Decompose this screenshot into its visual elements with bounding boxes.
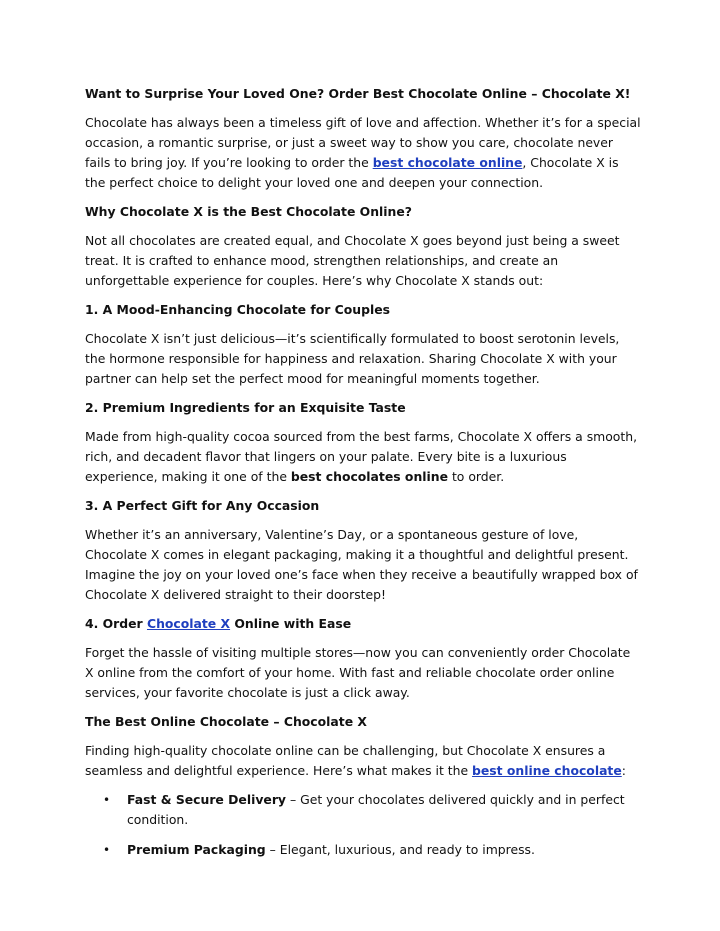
best-online-text-before: Finding high-quality chocolate online can be challenging, but Chocolate X ensures a seamless and delightful experience. Here’s what makes it the xyxy=(85,743,606,778)
best-chocolate-online-link[interactable]: best chocolate online xyxy=(372,155,523,170)
section-1-heading: 1. A Mood-Enhancing Chocolate for Couples xyxy=(85,302,390,317)
list-item-bold: Premium Packaging xyxy=(127,842,266,857)
bullet-icon: • xyxy=(103,843,111,857)
best-online-chocolate-link[interactable]: best online chocolate xyxy=(472,763,622,778)
why-heading: Why Chocolate X is the Best Chocolate Online? xyxy=(85,204,412,219)
document-body xyxy=(85,84,641,870)
best-online-paragraph xyxy=(85,741,641,781)
section-2-heading: 2. Premium Ingredients for an Exquisite Taste xyxy=(85,400,406,415)
section-2-text-after: to order. xyxy=(448,469,505,484)
section-1-paragraph: Chocolate X isn’t just delicious—it’s scientifically formulated to boost serotonin levels, the hormone responsible for happiness and relaxation. Sharing Chocolate X with your partner can help set the perfect mood for meaningful moments together. xyxy=(85,331,620,386)
section-4-heading-before: 4. Order xyxy=(85,616,147,631)
section-4-paragraph: Forget the hassle of visiting multiple stores—now you can conveniently order Chocolate X online from the comfort of your home. With fast and reliable chocolate order online services, your favorite chocolate is just a click away. xyxy=(85,645,631,700)
intro-text-before: Chocolate has always been a timeless gift of love and affection. Whether it’s for a special occasion, a romantic surprise, or just a sweet way to show you care, chocolate never fails to bring joy. If you’re looking to order the xyxy=(85,115,641,170)
section-4-heading-after: Online with Ease xyxy=(230,616,352,631)
feature-list xyxy=(85,790,641,860)
best-online-heading: The Best Online Chocolate – Chocolate X xyxy=(85,714,367,729)
list-item-bold: Fast & Secure Delivery xyxy=(127,792,287,807)
section-2-text-before: Made from high-quality cocoa sourced from the best farms, Chocolate X offers a smooth, rich, and decadent flavor that lingers on your palate. Every bite is a luxurious experience, making it one of the xyxy=(85,429,638,484)
list-item xyxy=(85,790,641,830)
section-3-heading: 3. A Perfect Gift for Any Occasion xyxy=(85,498,320,513)
why-paragraph: Not all chocolates are created equal, and Chocolate X goes beyond just being a sweet treat. It is crafted to enhance mood, strengthen relationships, and create an unforgettable experience for couples. Here’s why Chocolate X stands out: xyxy=(85,233,620,288)
section-3-paragraph: Whether it’s an anniversary, Valentine’s Day, or a spontaneous gesture of love, Chocolate X comes in elegant packaging, making it a thoughtful and delightful present. Imagine the joy on your loved one’s face when they receive a beautifully wrapped box of Chocolate X delivered straight to their doorstep! xyxy=(85,527,638,602)
page-title: Want to Surprise Your Loved One? Order Best Chocolate Online – Chocolate X! xyxy=(85,86,631,101)
list-item xyxy=(85,840,641,860)
best-chocolates-online-bold: best chocolates online xyxy=(290,469,448,484)
list-item-text: – Elegant, luxurious, and ready to impress. xyxy=(265,842,535,857)
intro-paragraph xyxy=(85,113,641,193)
best-online-text-after: : xyxy=(621,763,626,778)
list-item-text: – Get your chocolates delivered quickly and in perfect condition. xyxy=(127,792,625,827)
chocolate-x-link[interactable]: Chocolate X xyxy=(146,616,231,631)
section-2-paragraph xyxy=(85,427,641,487)
intro-text-after: , Chocolate X is the perfect choice to delight your loved one and deepen your connection. xyxy=(85,155,619,190)
section-4-heading xyxy=(85,614,641,634)
bullet-icon: • xyxy=(103,793,111,807)
